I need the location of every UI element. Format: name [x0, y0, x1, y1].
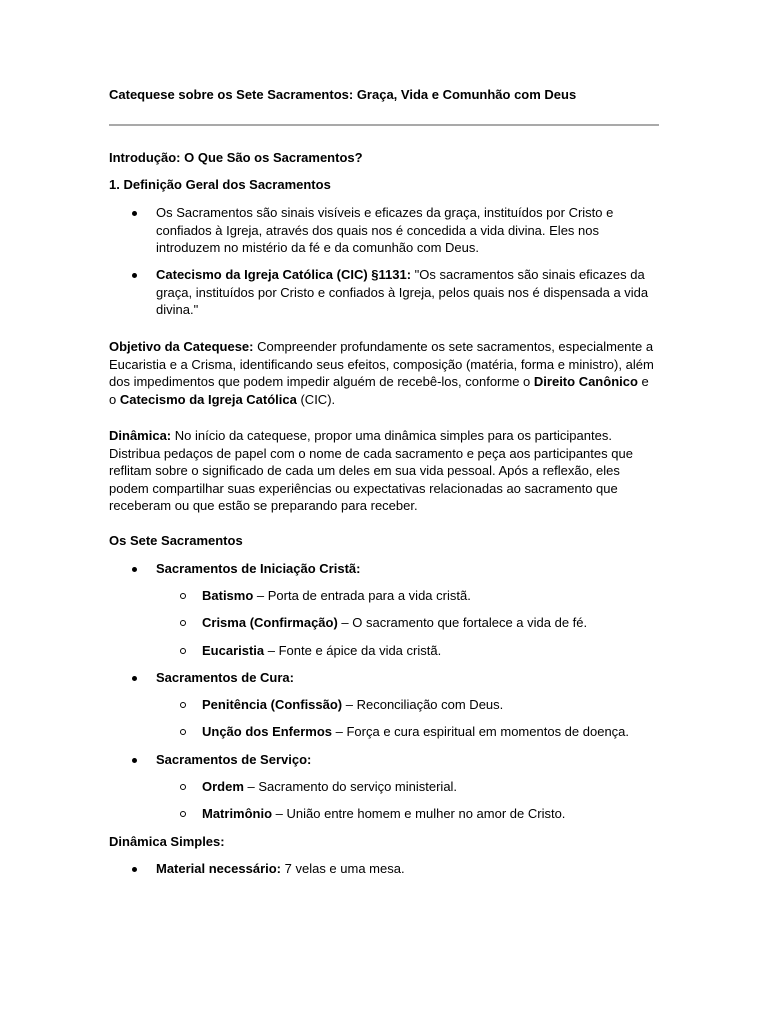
- bullet-text: Os Sacramentos são sinais visíveis e eficazes da graça, instituídos por Cristo e confiados à Igreja, através dos quais nos é concedida a vida divina. Eles nos introduzem no mistério da fé e da comunhão com Deus.: [156, 205, 614, 255]
- sacrament-desc: – União entre homem e mulher no amor de Cristo.: [272, 806, 566, 821]
- sacrament-desc: – Fonte e ápice da vida cristã.: [264, 643, 442, 658]
- objetivo-text: (CIC).: [296, 391, 336, 407]
- cic-reference: Catecismo da Igreja Católica (CIC) §1131:: [156, 267, 412, 282]
- sacrament-desc: – Força e cura espiritual em momentos de doença.: [332, 724, 630, 739]
- sacrament-name: Batismo: [202, 588, 254, 603]
- material-text: 7 velas e uma mesa.: [281, 861, 405, 876]
- material-label: Material necessário:: [156, 861, 282, 876]
- sub-list-item: [202, 723, 659, 741]
- direito-canonico: Direito Canônico: [533, 374, 638, 389]
- sub-list-item: [202, 614, 659, 632]
- dinamica-label: Dinâmica:: [109, 428, 172, 443]
- objetivo-text: e o: [109, 374, 649, 407]
- objetivo-paragraph: [109, 338, 659, 408]
- group-title-text: Sacramentos de Cura:: [156, 670, 294, 685]
- sacrament-name: Penitência (Confissão): [202, 697, 343, 712]
- catecismo-ref: Catecismo da Igreja Católica: [119, 391, 297, 407]
- sub-list-item: [202, 778, 659, 796]
- list-item: [156, 860, 659, 878]
- sete-sacramentos-heading: Os Sete Sacramentos: [109, 533, 243, 548]
- sacrament-desc: – Sacramento do serviço ministerial.: [243, 779, 458, 794]
- objetivo-label: Objetivo da Catequese:: [109, 339, 254, 354]
- group-title-text: Sacramentos de Serviço:: [156, 752, 312, 767]
- sacrament-name: Matrimônio: [202, 806, 273, 821]
- sacrament-name: Ordem: [202, 779, 244, 794]
- sacrament-name: Unção dos Enfermos: [202, 724, 333, 739]
- sacrament-desc: – Reconciliação com Deus.: [342, 697, 504, 712]
- dinamica-simples-heading: Dinâmica Simples:: [109, 834, 225, 849]
- group-title: [156, 751, 659, 769]
- objetivo-text: Compreender profundamente os sete sacramentos, especialmente a Eucaristia e a Crisma, identificando seus efeitos, composição (matéria, forma e ministro), além dos impedimentos que podem impedir alguém de recebê-los, conforme o: [109, 339, 654, 389]
- dinamica-text: No início da catequese, propor uma dinâmica simples para os participantes. Distribua pedaços de papel com o nome de cada sacramento e peça aos participantes que reflitam sobre o significado de cada um deles em sua vida pessoal. Após a reflexão, eles podem compartilhar suas experiências ou expectativas relacionadas ao sacramento que receberam ou que estão se preparando para receber.: [109, 428, 633, 513]
- sacrament-name: Crisma (Confirmação): [202, 615, 338, 630]
- sacrament-desc: – Porta de entrada para a vida cristã.: [253, 588, 471, 603]
- section1-heading: 1. Definição Geral dos Sacramentos: [109, 177, 331, 192]
- horizontal-rule: [109, 124, 659, 126]
- document-title: Catequese sobre os Sete Sacramentos: Graça, Vida e Comunhão com Deus: [109, 87, 577, 102]
- group-title-text: Sacramentos de Iniciação Cristã:: [156, 561, 361, 576]
- sub-list-item: [202, 805, 659, 823]
- sacrament-desc: – O sacramento que fortalece a vida de fé.: [337, 615, 588, 630]
- sacrament-name: Eucaristia: [202, 643, 265, 658]
- sub-list-item: [202, 642, 659, 660]
- bullet-text: "Os sacramentos são sinais eficazes da graça, instituídos por Cristo e confiados à Igreja, pelos quais nos é dispensada a vida divina.": [156, 267, 649, 317]
- sub-list-item: [202, 587, 659, 605]
- dinamica-paragraph: [109, 427, 659, 515]
- sub-list-item: [202, 696, 659, 714]
- list-item: [156, 266, 659, 319]
- intro-heading: Introdução: O Que São os Sacramentos?: [109, 150, 363, 165]
- group-title: [156, 669, 659, 687]
- list-item: [156, 204, 659, 257]
- group-title: [156, 560, 659, 578]
